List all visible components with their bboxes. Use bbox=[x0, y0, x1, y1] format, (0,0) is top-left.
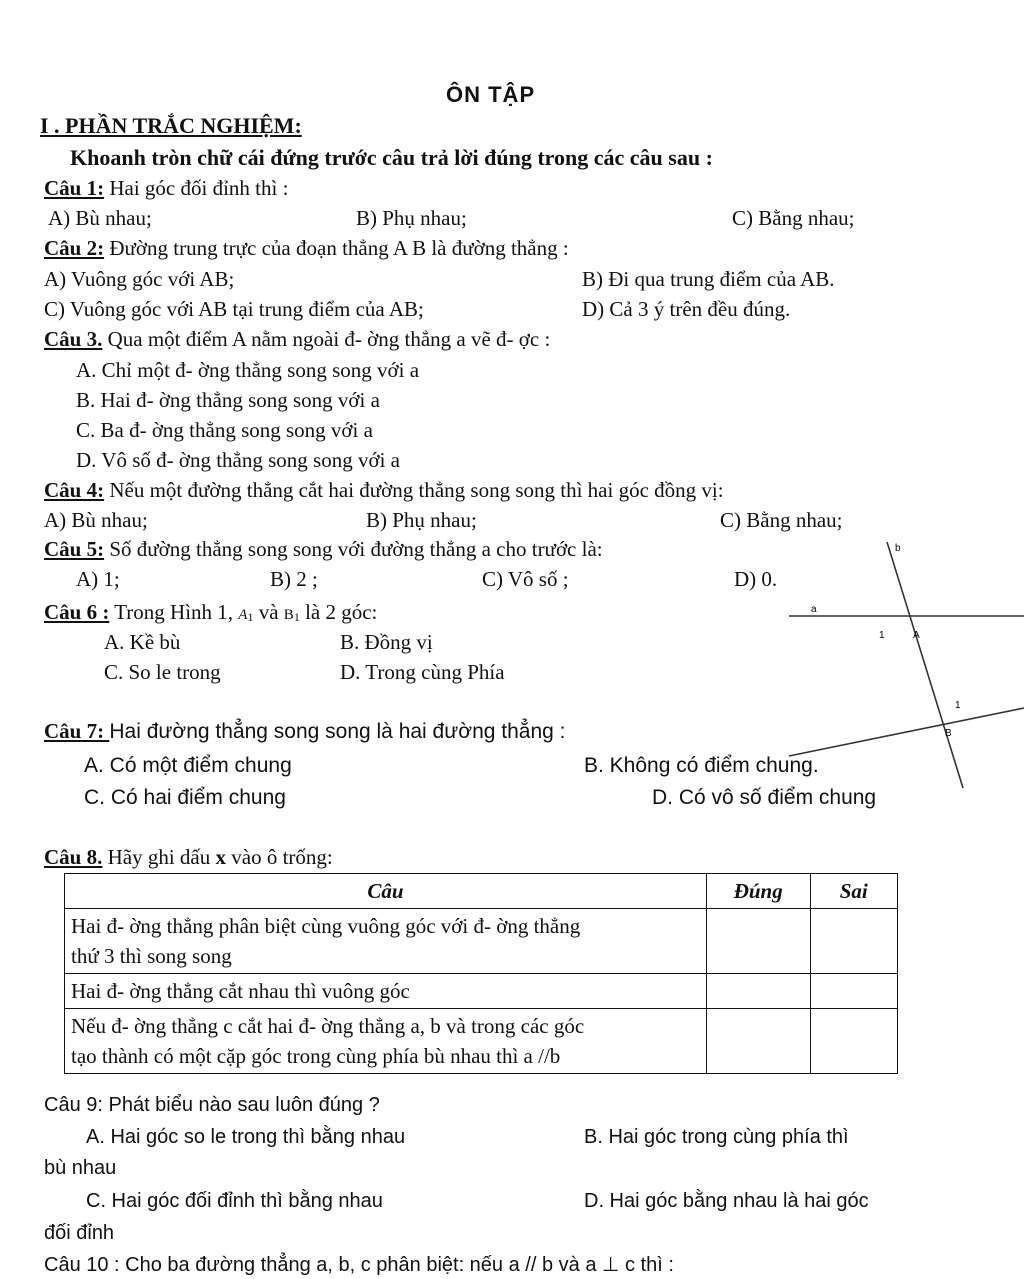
question-5 bbox=[44, 537, 603, 562]
question-4 bbox=[44, 478, 724, 503]
question-4-text: Nếu một đường thẳng cắt hai đường thẳng song song thì hai góc đồng vị: bbox=[104, 478, 724, 502]
q6-option-a[interactable]: A. Kề bù bbox=[104, 630, 181, 654]
table-header-row bbox=[65, 874, 898, 909]
q1-option-b[interactable]: B) Phụ nhau; bbox=[356, 206, 467, 230]
label-point-a: A bbox=[913, 630, 920, 641]
question-10: Câu 10 : Cho ba đường thẳng a, b, c phân biệt: nếu a // b và a ⊥ c thì : bbox=[44, 1254, 674, 1276]
q3-option-b[interactable]: B. Hai đ- ờng thẳng song song với a bbox=[76, 388, 380, 412]
q9-option-b[interactable]: B. Hai góc trong cùng phía thì bbox=[584, 1126, 849, 1148]
question-7-text: Hai đường thẳng song song là hai đường thẳng : bbox=[109, 720, 566, 743]
question-9: Câu 9: Phát biểu nào sau luôn đúng ? bbox=[44, 1094, 380, 1116]
table-row bbox=[65, 1009, 898, 1074]
angle-a1-letter: A bbox=[238, 607, 248, 623]
q6-option-d[interactable]: D. Trong cùng Phía bbox=[340, 660, 505, 684]
q5-option-a[interactable]: A) 1; bbox=[76, 567, 120, 591]
statement-1-line1: Hai đ- ờng thẳng phân biệt cùng vuông góc với đ- ờng thẳng bbox=[71, 914, 581, 938]
angle-b1-letter: B bbox=[283, 607, 294, 623]
question-6 bbox=[44, 600, 377, 625]
line-transversal bbox=[887, 542, 963, 788]
question-3 bbox=[44, 327, 550, 352]
section-heading bbox=[40, 113, 302, 139]
q9-option-d[interactable]: D. Hai góc bằng nhau là hai góc bbox=[584, 1190, 869, 1212]
q7-option-d[interactable]: D. Có vô số điểm chung bbox=[652, 786, 877, 809]
question-3-text: Qua một điểm A nằm ngoài đ- ờng thẳng a vẽ đ- ợc : bbox=[102, 327, 551, 351]
statement-1-line2: thứ 3 thì song song bbox=[71, 944, 232, 968]
figure-1-diagram bbox=[779, 532, 1024, 792]
statement-3-line2: tạo thành có một cặp góc trong cùng phía bù nhau thì a //b bbox=[71, 1044, 561, 1068]
angle-b1-subscript: 1 bbox=[293, 610, 300, 624]
q7-option-b[interactable]: B. Không có điểm chung. bbox=[584, 754, 819, 777]
section-heading-text: I . PHẦN TRẮC NGHIỆM: bbox=[40, 113, 302, 138]
q4-option-b[interactable]: B) Phụ nhau; bbox=[366, 508, 477, 532]
q7-option-c[interactable]: C. Có hai điểm chung bbox=[84, 786, 286, 809]
statement-2-line1: Hai đ- ờng thẳng cắt nhau thì vuông góc bbox=[71, 979, 410, 1003]
q5-option-d[interactable]: D) 0. bbox=[734, 567, 778, 591]
label-1-bottom: 1 bbox=[955, 700, 961, 711]
q3-option-d[interactable]: D. Vô số đ- ờng thẳng song song với a bbox=[76, 448, 400, 472]
question-1-text: Hai góc đối đỉnh thì : bbox=[104, 176, 289, 200]
question-2 bbox=[44, 236, 569, 261]
question-1 bbox=[44, 176, 288, 201]
q7-option-a[interactable]: A. Có một điểm chung bbox=[84, 754, 292, 777]
header-cau: Câu bbox=[65, 874, 707, 909]
cell-sai-1[interactable] bbox=[810, 909, 897, 974]
q2-option-d[interactable]: D) Cả 3 ý trên đều đúng. bbox=[582, 297, 791, 321]
q5-option-c[interactable]: C) Vô số ; bbox=[482, 567, 569, 591]
cell-dung-3[interactable] bbox=[706, 1009, 810, 1074]
table-row bbox=[65, 909, 898, 974]
angle-b1 bbox=[284, 600, 300, 624]
question-7 bbox=[44, 719, 565, 744]
question-2-text: Đường trung trực của đoạn thẳng A B là đường thẳng : bbox=[104, 236, 569, 260]
q4-option-c[interactable]: C) Bằng nhau; bbox=[720, 508, 843, 532]
statement-3 bbox=[65, 1009, 707, 1074]
question-8 bbox=[44, 845, 333, 870]
question-6-text-mid: và bbox=[253, 600, 284, 624]
true-false-table bbox=[64, 873, 898, 1074]
label-a-line: a bbox=[811, 604, 817, 615]
cell-dung-1[interactable] bbox=[706, 909, 810, 974]
q2-option-c[interactable]: C) Vuông góc với AB tại trung điểm của AB; bbox=[44, 297, 424, 321]
question-8-label: Câu 8. bbox=[44, 845, 103, 869]
question-4-label: Câu 4: bbox=[44, 478, 105, 502]
question-8-text-pre: Hãy ghi dấu bbox=[102, 845, 216, 869]
cell-sai-2[interactable] bbox=[810, 974, 897, 1009]
header-sai: Sai bbox=[810, 874, 897, 909]
table-row bbox=[65, 974, 898, 1009]
q2-option-a[interactable]: A) Vuông góc với AB; bbox=[44, 267, 235, 291]
angle-a1-subscript: 1 bbox=[247, 610, 254, 624]
question-6-label: Câu 6 : bbox=[44, 600, 110, 624]
cell-sai-3[interactable] bbox=[810, 1009, 897, 1074]
cell-dung-2[interactable] bbox=[706, 974, 810, 1009]
page-title: ÔN TẬP bbox=[446, 82, 536, 107]
question-2-label: Câu 2: bbox=[44, 236, 105, 260]
question-7-label: Câu 7: bbox=[44, 719, 110, 743]
q3-option-c[interactable]: C. Ba đ- ờng thẳng song song với a bbox=[76, 418, 373, 442]
question-8-text-post: vào ô trống: bbox=[226, 845, 333, 869]
question-5-text: Số đường thẳng song song với đường thẳng a cho trước là: bbox=[104, 537, 603, 561]
q9-option-d-continued: đối đỉnh bbox=[44, 1222, 115, 1244]
q2-option-b[interactable]: B) Đi qua trung điểm của AB. bbox=[582, 267, 835, 291]
q1-option-c[interactable]: C) Bằng nhau; bbox=[732, 206, 855, 230]
statement-2 bbox=[65, 974, 707, 1009]
q6-option-c[interactable]: C. So le trong bbox=[104, 660, 221, 684]
question-8-x-mark: x bbox=[215, 845, 227, 869]
q1-option-a[interactable]: A) Bù nhau; bbox=[48, 206, 152, 230]
instruction-text: Khoanh tròn chữ cái đứng trước câu trả lời đúng trong các câu sau : bbox=[70, 145, 713, 170]
q9-option-c[interactable]: C. Hai góc đối đỉnh thì bằng nhau bbox=[86, 1190, 383, 1212]
label-point-b: B bbox=[945, 728, 952, 739]
header-dung: Đúng bbox=[706, 874, 810, 909]
label-1-top: 1 bbox=[879, 630, 885, 641]
q4-option-a[interactable]: A) Bù nhau; bbox=[44, 508, 148, 532]
q9-option-a[interactable]: A. Hai góc so le trong thì bằng nhau bbox=[86, 1126, 406, 1148]
question-6-text-pre: Trong Hình 1, bbox=[109, 600, 239, 624]
q3-option-a[interactable]: A. Chỉ một đ- ờng thẳng song song với a bbox=[76, 358, 420, 382]
question-3-label: Câu 3. bbox=[44, 327, 103, 351]
line-b bbox=[789, 708, 1024, 756]
statement-1 bbox=[65, 909, 707, 974]
q6-option-b[interactable]: B. Đồng vị bbox=[340, 630, 433, 654]
question-1-label: Câu 1: bbox=[44, 176, 105, 200]
q9-option-b-continued: bù nhau bbox=[44, 1157, 117, 1179]
q5-option-b[interactable]: B) 2 ; bbox=[270, 567, 318, 591]
statement-3-line1: Nếu đ- ờng thẳng c cắt hai đ- ờng thẳng a, b và trong các góc bbox=[71, 1014, 585, 1038]
question-6-text-post: là 2 góc: bbox=[299, 600, 378, 624]
label-b-line: b bbox=[895, 543, 901, 554]
angle-a1 bbox=[238, 600, 253, 624]
question-5-label: Câu 5: bbox=[44, 537, 105, 561]
